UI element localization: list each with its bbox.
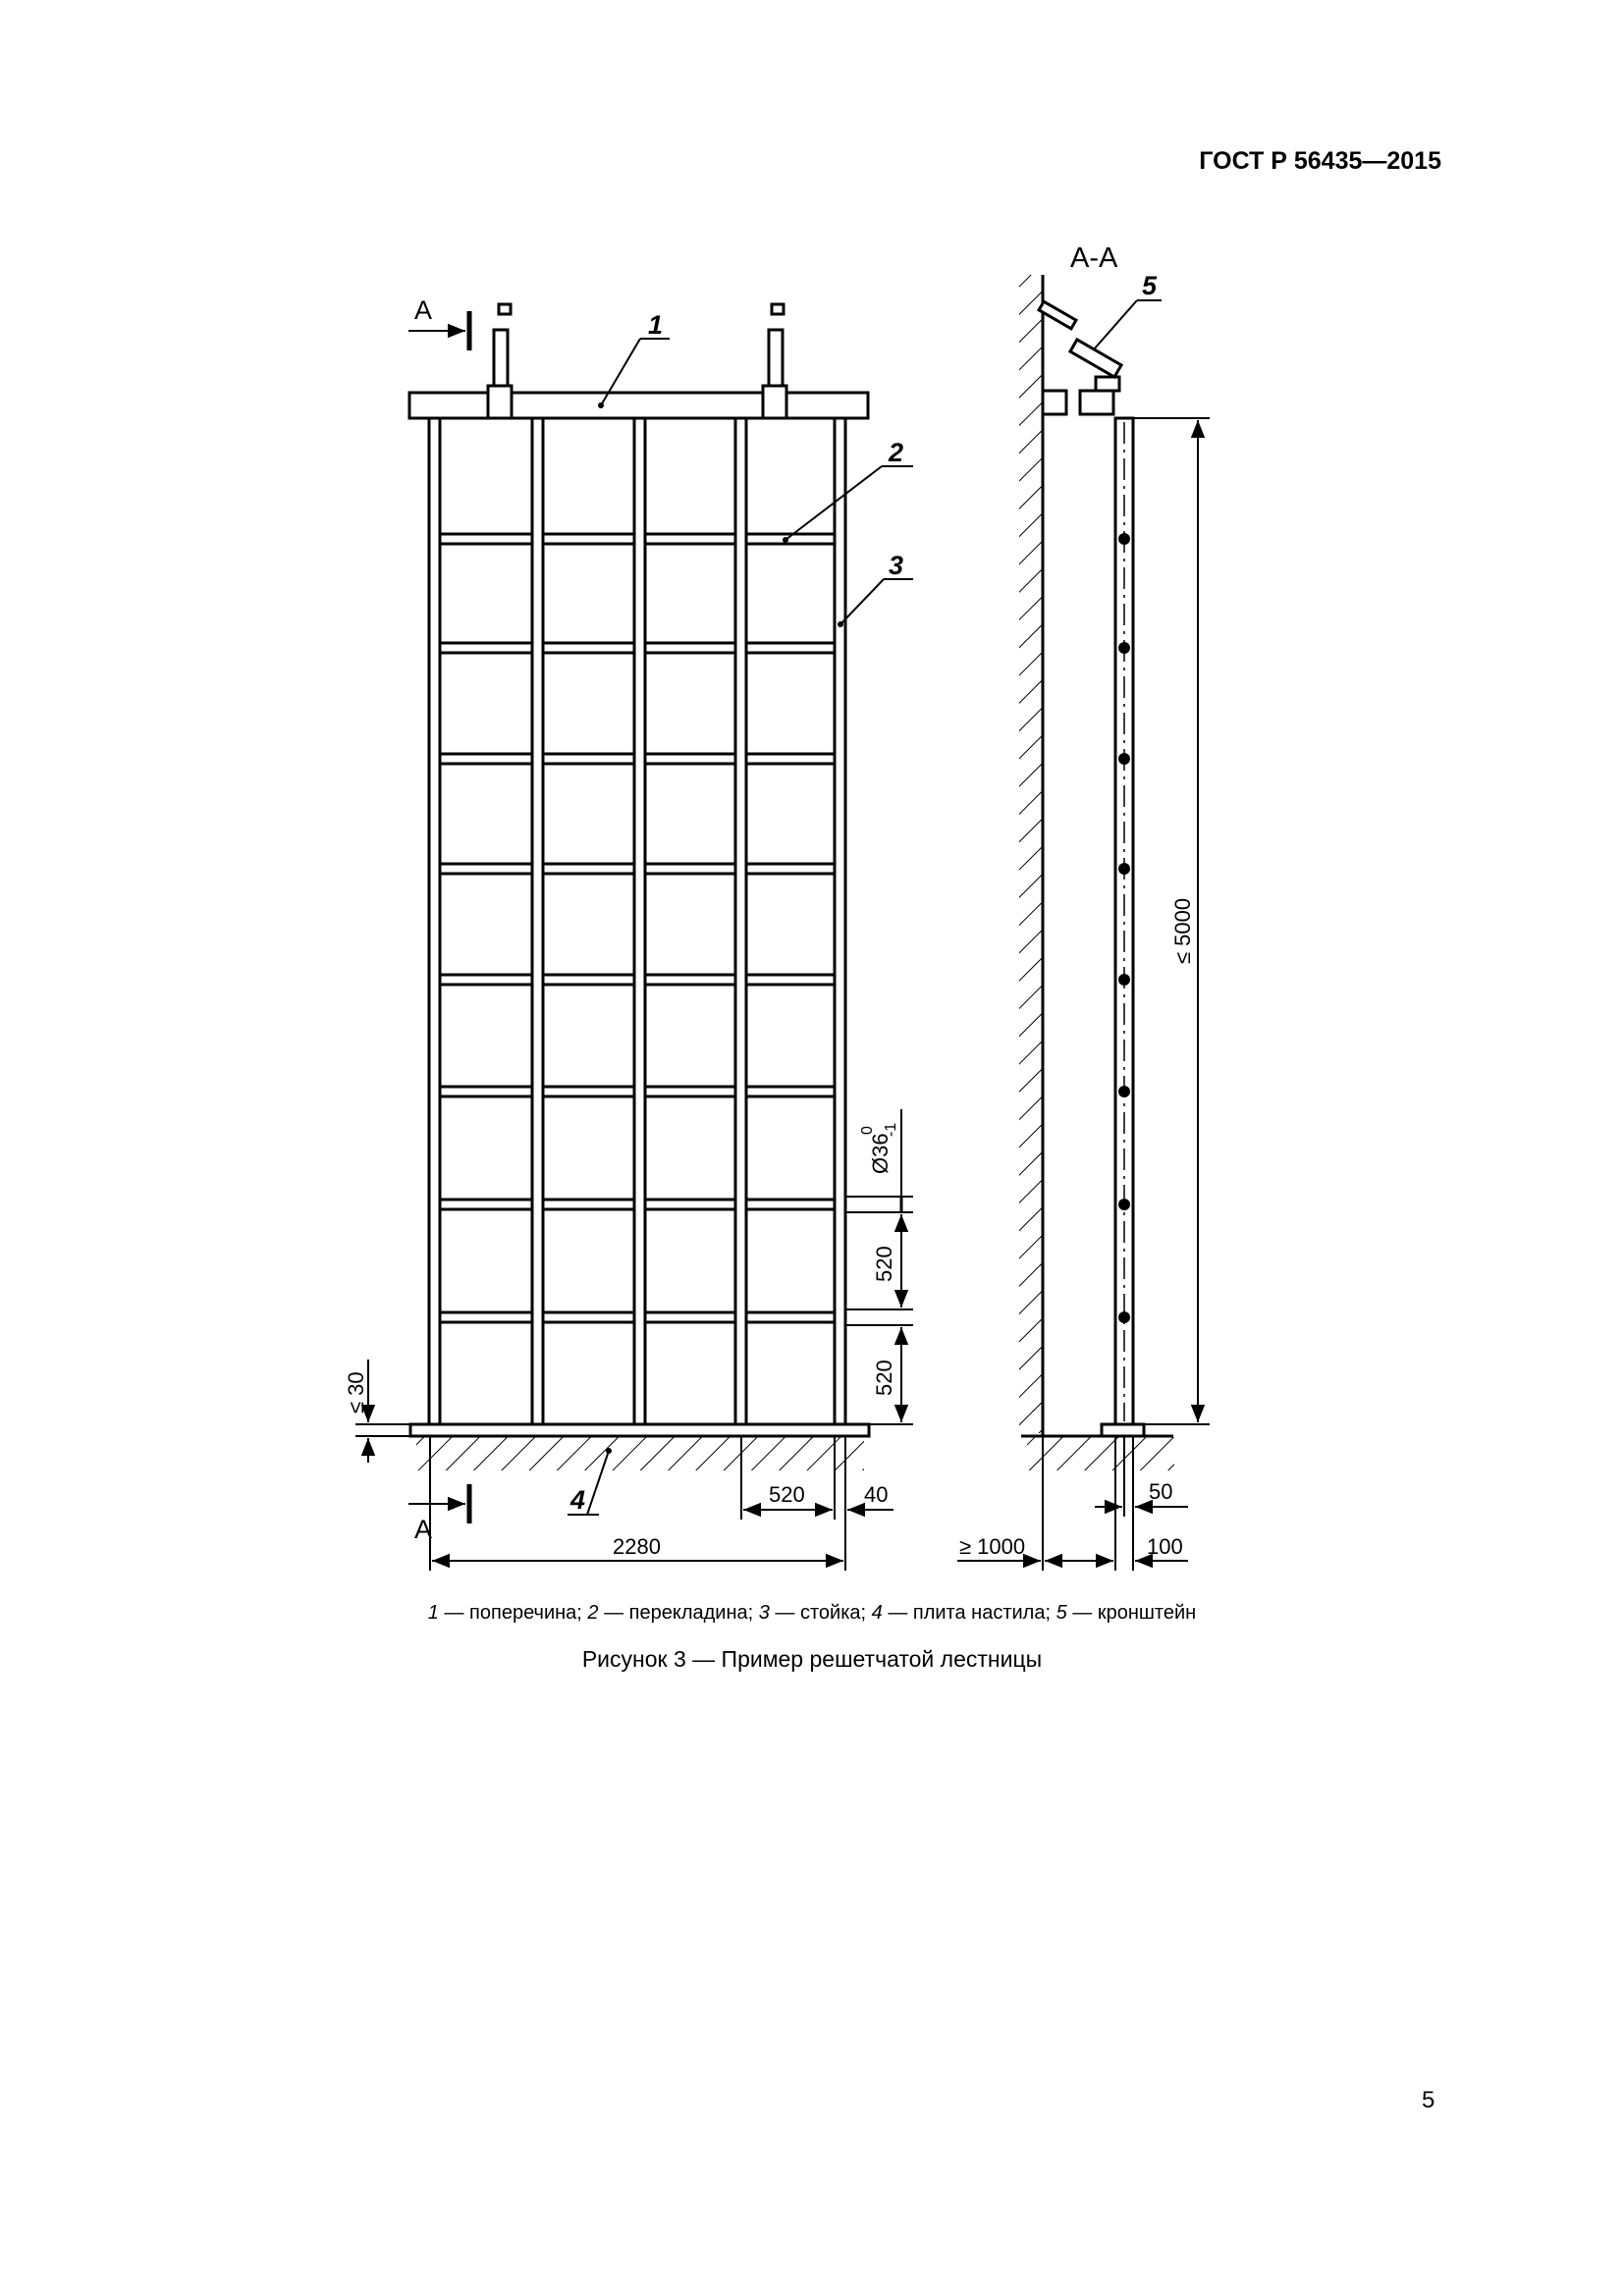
- hanger-left: [488, 304, 512, 418]
- legend-num-2: 2: [587, 1602, 599, 1624]
- total-width-text: 2280: [613, 1534, 661, 1559]
- depth-text: 100: [1147, 1534, 1183, 1559]
- legend-num-3: 3: [758, 1602, 770, 1624]
- bracket: [1039, 301, 1121, 414]
- legend-num-1: 1: [427, 1602, 439, 1624]
- height-text: ≤ 5000: [1170, 897, 1195, 964]
- section-title: А-А: [1070, 242, 1118, 274]
- legend-num-5: 5: [1056, 1602, 1067, 1624]
- section-marker-bottom: [408, 1484, 469, 1544]
- callout-2-label: 2: [889, 438, 904, 467]
- callout-1-label: 1: [648, 310, 664, 340]
- section-base: [1102, 1424, 1144, 1436]
- figure-caption: Рисунок 3 — Пример решетчатой лестницы: [581, 1646, 1043, 1672]
- edge-offset-text: 40: [864, 1482, 889, 1507]
- front-view: [344, 295, 913, 1571]
- callout-3-label: 3: [889, 551, 904, 580]
- callout-4-label: 4: [570, 1485, 586, 1515]
- section-marker-top: [408, 295, 469, 350]
- dim-rung-diameter: [859, 1123, 899, 1174]
- rung-pitch-1: 520: [872, 1246, 896, 1282]
- ground-hatch-section: [1027, 1437, 1174, 1470]
- cell-width-text: 520: [769, 1482, 805, 1507]
- hanger-right: [763, 304, 786, 418]
- section-label-bottom: А: [414, 1515, 433, 1544]
- callout-2: [783, 438, 913, 543]
- section-view: [957, 242, 1210, 1571]
- rung-tolerance-lower: -1: [883, 1122, 899, 1137]
- uprights: [429, 418, 845, 1424]
- legend-text-3: — стойка;: [769, 1602, 872, 1624]
- page-number: 5: [1422, 2087, 1435, 2113]
- legend-num-4: 4: [871, 1602, 883, 1624]
- section-label-top: А: [414, 295, 433, 325]
- ground-hatch-front: [416, 1437, 864, 1470]
- rung-pitch-2: 520: [872, 1360, 896, 1396]
- top-crossbar: [409, 393, 868, 418]
- legend-text-4: — плита настила;: [882, 1602, 1056, 1624]
- legend-text-1: — поперечина;: [438, 1602, 588, 1624]
- wall-hatch: [1019, 275, 1043, 1433]
- bottom-gap-text: ≤ 30: [344, 1371, 368, 1414]
- legend-text-2: — перекладина;: [598, 1602, 759, 1624]
- wall-distance-text: ≥ 1000: [959, 1534, 1026, 1559]
- figure-legend: [0, 1602, 1624, 1625]
- bracket-offset-text: 50: [1149, 1479, 1173, 1504]
- callout-5: [1094, 271, 1162, 349]
- callout-5-label: 5: [1142, 271, 1158, 300]
- legend-text-5: — кронштейн: [1066, 1602, 1197, 1624]
- callout-3: [838, 551, 913, 627]
- standard-header: ГОСТ Р 56435—2015: [1199, 147, 1441, 175]
- base-plate: [410, 1424, 869, 1436]
- rung-tolerance-upper: 0: [859, 1126, 876, 1135]
- rung-diameter-text: Ø36: [868, 1133, 893, 1174]
